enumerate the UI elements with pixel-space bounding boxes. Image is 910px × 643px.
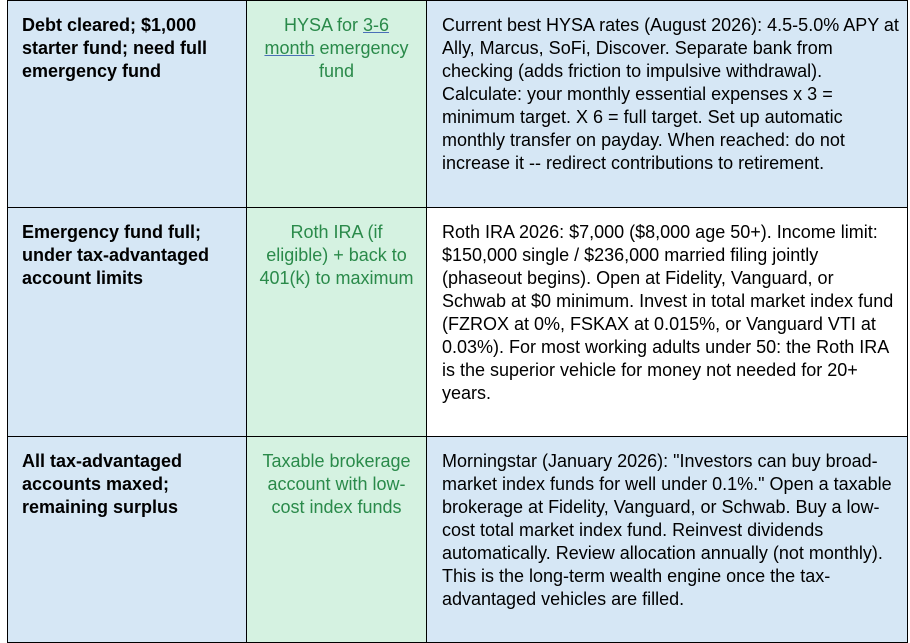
action-cell: Roth IRA (if eligible) + back to 401(k) to maximum	[247, 208, 427, 437]
action-text-suffix: emergency fund	[314, 38, 409, 81]
detail-cell: Roth IRA 2026: $7,000 ($8,000 age 50+). Income limit: $150,000 single / $236,000 married filing jointly (phaseout begins). Open at Fidelity, Vanguard, or Schwab at $0 minimum. Invest in total market index fund (FZROX at 0%, FSKAX at 0.015%, or Vanguard VTI at 0.03%). For most working adults under 50: the Roth IRA is the superior vehicle for money not needed for 20+ years.	[427, 208, 908, 437]
action-text: HYSA for	[283, 15, 363, 35]
month-range-link[interactable]: 3-6 month	[264, 15, 390, 58]
table-row	[8, 437, 908, 643]
condition-cell: All tax-advantaged accounts maxed; remaining surplus	[8, 437, 247, 643]
table-row	[8, 1, 908, 208]
condition-cell: Debt cleared; $1,000 starter fund; need full emergency fund	[8, 1, 247, 208]
detail-cell: Current best HYSA rates (August 2026): 4.5-5.0% APY at Ally, Marcus, SoFi, Discover. Separate bank from checking (adds friction to impulsive withdrawal). Calculate: your monthly essential expenses x 3 = minimum target. X 6 = full target. Set up automatic monthly transfer on payday. When reached: do not increase it -- redirect contributions to retirement.	[427, 1, 908, 208]
savings-priority-table	[7, 0, 908, 643]
table-row	[8, 208, 908, 437]
action-cell: Taxable brokerage account with low-cost index funds	[247, 437, 427, 643]
action-cell	[247, 1, 427, 208]
detail-cell: Morningstar (January 2026): "Investors can buy broad-market index funds for well under 0.1%." Open a taxable brokerage at Fidelity, Vanguard, or Schwab. Buy a low-cost total market index fund. Reinvest dividends automatically. Review allocation annually (not monthly). This is the long-term wealth engine once the tax-advantaged vehicles are filled.	[427, 437, 908, 643]
condition-cell: Emergency fund full; under tax-advantaged account limits	[8, 208, 247, 437]
